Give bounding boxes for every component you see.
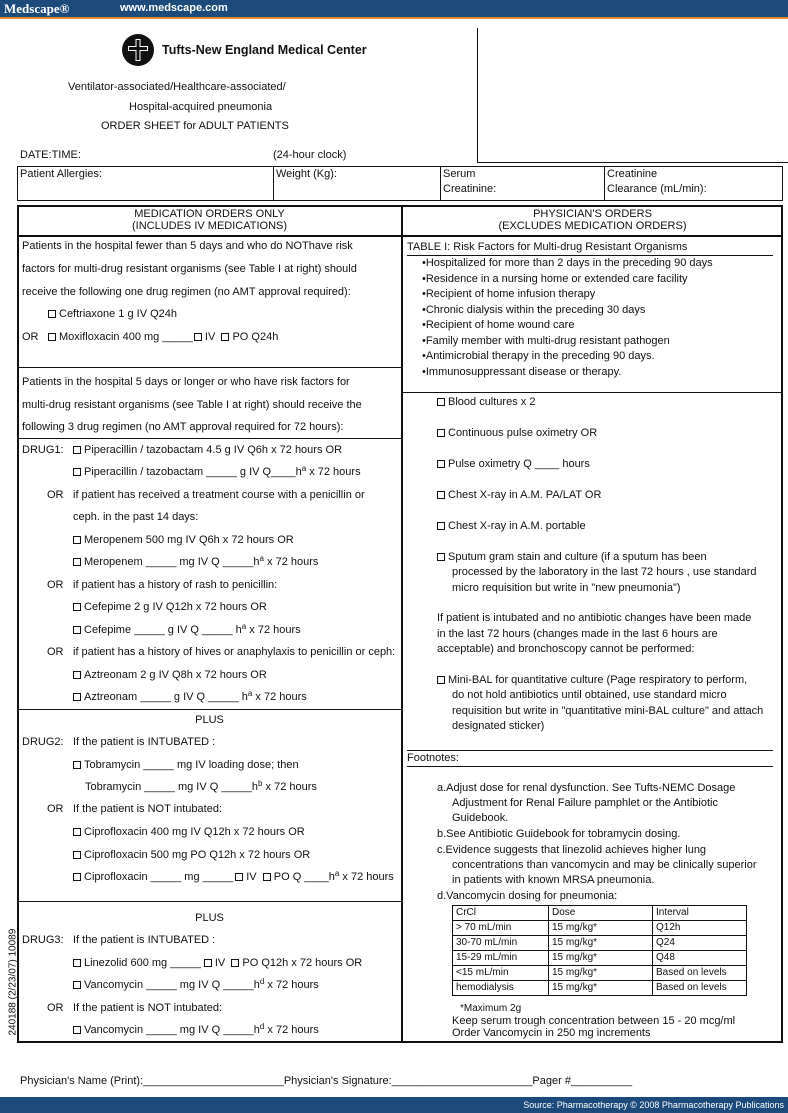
or-label: OR [47,803,64,815]
footnote-b: b.See Antibiotic Guidebook for tobramycin dosing. [437,828,681,840]
table-cell: <15 mL/min [453,966,549,981]
option-label: x 72 hours [262,781,317,793]
table-header-cell: Interval [653,906,747,921]
table-row [453,936,747,951]
tobramycin-option-2[interactable] [85,781,317,793]
ciprofloxacin-option-3[interactable] [73,871,394,883]
ceftriaxone-option[interactable] [48,308,177,320]
po-checkbox[interactable] [221,333,229,341]
option-label: Vancomycin _____ mg IV Q _____h [84,979,260,991]
meropenem-option-2[interactable] [73,556,318,568]
option-label: PO Q24h [232,331,279,343]
physician-order-option[interactable] [437,427,597,439]
iv-checkbox[interactable] [194,333,202,341]
checkbox[interactable] [73,1026,81,1034]
aztreonam-option-1[interactable] [73,669,267,681]
option-label: x 72 hours [246,624,301,636]
footnotes-underline [407,766,773,767]
hives-condition: if patient has a history of hives or anaphylaxis to penicillin or ceph: [73,646,396,658]
medscape-header-bar [0,0,788,17]
option-label: Aztreonam 2 g IV Q8h x 72 hours OR [84,669,267,681]
table-cell: Q48 [653,951,747,966]
vancomycin-option-1[interactable] [73,979,319,991]
physician-header-line-2: (EXCLUDES MEDICATION ORDERS) [498,220,687,232]
option-label: IV [214,957,226,969]
table-row [453,981,747,996]
checkbox[interactable] [73,468,81,476]
section1-text-3: receive the following one drug regimen (no AMT approval required): [22,286,351,298]
table-cell: hemodialysis [453,981,549,996]
section2-text-1: Patients in the hospital 5 days or longer or who have risk factors for [22,376,350,388]
intubated-note-3: acceptable) and bronchoscopy cannot be performed: [437,643,695,655]
option-label: PO Q12h x 72 hours OR [242,957,363,969]
label-box-bottom-border [477,162,788,163]
risk-factor-item: •Recipient of home wound care [422,319,575,331]
footnote-c-2: concentrations than vancomycin and may be clinically superior [452,859,757,871]
physician-header-line-1: PHYSICIAN'S ORDERS [533,208,652,220]
table-cell: 15 mg/kg* [549,921,653,936]
vancomycin-option-2[interactable] [73,1024,319,1036]
checkbox[interactable] [73,873,81,881]
label-box-left-border [477,28,478,163]
checkbox[interactable] [437,398,445,406]
option-label: Cefepime _____ g IV Q _____ h [84,624,242,636]
table-header-row [453,906,747,921]
option-label: Meropenem _____ mg IV Q _____h [84,556,260,568]
drug1-label: DRUG1: [22,444,64,456]
section-divider [402,392,783,393]
option-label: Ciprofloxacin 500 mg PO Q12h x 72 hours OR [84,849,311,861]
checkbox[interactable] [73,693,81,701]
physician-order-option[interactable] [437,396,535,408]
sputum-text-3: micro requisition but write in "new pneumonia") [452,582,681,594]
or-label: OR [47,1002,64,1014]
option-label: x 72 hours [339,871,394,883]
footnote-ref: d [259,977,265,986]
option-label: Tobramycin _____ mg IV loading dose; then [84,759,299,771]
footnote-ref: a [334,869,340,878]
header-accent-line [0,17,788,19]
po-checkbox[interactable] [231,959,239,967]
option-label: Tobramycin _____ mg IV Q _____h [85,781,259,793]
iv-checkbox[interactable] [204,959,212,967]
footnote-c-3: in patients with known MRSA pneumonia. [452,874,655,886]
risk-factor-item: •Immunosuppressant disease or therapy. [422,365,622,378]
option-label: Ceftriaxone 1 g IV Q24h [59,308,178,320]
checkbox[interactable] [48,333,56,341]
plus-label: PLUS [195,714,224,726]
source-footer-bar [0,1097,788,1113]
option-label: Ciprofloxacin _____ mg _____ [84,871,234,883]
column-divider [401,205,403,1043]
clock-label: (24-hour clock) [273,149,347,161]
linezolid-option[interactable] [73,957,362,969]
option-label: Piperacillin / tazobactam _____ g IV Q____h [84,466,302,478]
section1-text-1: Patients in the hospital fewer than 5 days and who do NOThave risk [22,240,353,252]
serum-creatinine-field[interactable]: Creatinine: [443,183,497,195]
ciprofloxacin-option-1[interactable] [73,826,305,838]
table-cell: 30-70 mL/min [453,936,549,951]
info-divider-3 [604,166,605,201]
option-label: x 72 hours [264,979,319,991]
checkbox[interactable] [73,761,81,769]
checkbox[interactable] [437,429,445,437]
checkbox[interactable] [73,558,81,566]
cefepime-option-2[interactable] [73,624,301,636]
footnote-a-1: a.Adjust dose for renal dysfunction. See Tufts-NEMC Dosage [437,782,736,794]
checkbox[interactable] [437,553,445,561]
form-code: 240188 (2/23/07) 10089 [7,928,19,1036]
form-title-line-2: Hospital-acquired pneumonia [129,101,273,113]
option-label: Linezolid 600 mg _____ [84,957,201,969]
piperacillin-option-2[interactable] [73,466,361,478]
risk-factor-item: •Recipient of home infusion therapy [422,288,596,300]
penicillin-condition-1: if patient has received a treatment course with a penicillin or [73,489,365,501]
table-cell: 15 mg/kg* [549,951,653,966]
hospital-logo-icon [121,33,155,67]
checkbox[interactable] [73,603,81,611]
option-label: Cefepime 2 g IV Q12h x 72 hours OR [84,601,267,613]
checkbox[interactable] [73,851,81,859]
or-label: OR [47,646,64,658]
table-cell: Based on levels [653,981,747,996]
checkbox[interactable] [73,626,81,634]
intubated-condition: If the patient is INTUBATED : [73,736,216,748]
po-checkbox[interactable] [263,873,271,881]
risk-factor-item: •Antimicrobial therapy in the preceding 90 days. [422,350,655,362]
info-divider-2 [440,166,441,201]
section-divider [17,709,402,710]
mini-bal-option[interactable] [437,674,747,686]
risk-table-title: TABLE I: Risk Factors for Multi-drug Resistant Organisms [407,241,688,253]
medication-header-line-1: MEDICATION ORDERS ONLY [134,208,285,220]
sputum-text-2: processed by the laboratory in the last 72 hours , use standard [452,566,757,578]
option-label: Pulse oximetry Q ____ hours [448,458,590,470]
table-cell: 15 mg/kg* [549,936,653,951]
intubated-condition: If the patient is INTUBATED : [73,934,216,946]
footnote-a-2: Adjustment for Renal Failure pamphlet or the Antibiotic [452,797,718,809]
ciprofloxacin-option-2[interactable] [73,849,310,861]
risk-factor-item: •Family member with multi-drug resistant pathogen [422,334,670,347]
checkbox[interactable] [437,460,445,468]
table-cell: 15 mg/kg* [549,981,653,996]
physician-orders-header [403,208,782,232]
form-title-line-3: ORDER SHEET for ADULT PATIENTS [101,120,289,132]
option-label: Piperacillin / tazobactam 4.5 g IV Q6h x 72 hours OR [84,444,343,456]
clearance-field[interactable]: Clearance (mL/min): [607,183,707,195]
drug2-label: DRUG2: [22,736,64,748]
penicillin-condition-2: ceph. in the past 14 days: [73,511,199,523]
rash-condition: if patient has a history of rash to penicillin: [73,579,278,591]
risk-factor-item: •Residence in a nursing home or extended care facility [422,272,688,285]
trough-note: Keep serum trough concentration between 15 - 20 mcg/ml [452,1015,736,1027]
table-cell: Based on levels [653,966,747,981]
option-label: x 72 hours [263,556,319,568]
option-label: Blood cultures x 2 [448,396,536,408]
risk-factor-item: •Chronic dialysis within the preceding 30 days [422,303,646,316]
footnote-ref: b [258,779,263,788]
creatinine-label: Creatinine [607,168,658,180]
medication-orders-header [18,208,401,232]
medscape-url-link[interactable]: www.medscape.com [120,2,228,14]
checkbox[interactable] [73,959,81,967]
footnotes-heading: Footnotes: [407,752,459,764]
option-label: PO Q ____h [273,871,335,883]
footnote-ref: a [241,622,247,631]
footnote-ref: a [301,464,307,473]
risk-factor-item: •Hospitalized for more than 2 days in the preceding 90 days [422,257,713,269]
table-cell: Q12h [653,921,747,936]
option-label: x 72 hours [264,1024,319,1036]
physician-order-option[interactable] [437,520,586,532]
intubated-note-1: If patient is intubated and no antibiotic changes have been made [437,612,752,624]
section-divider [17,901,402,902]
option-label: IV [204,331,216,343]
option-label: Chest X-ray in A.M. portable [448,520,586,532]
meropenem-option-1[interactable] [73,534,294,546]
or-label: OR [47,489,64,501]
table-header-cell: CrCl [453,906,549,921]
or-label: OR [22,331,39,343]
option-label: Ciprofloxacin 400 mg IV Q12h x 72 hours OR [84,826,305,838]
not-intubated-condition: If the patient is NOT intubated: [73,1002,222,1014]
checkbox[interactable] [437,522,445,530]
option-label: IV [246,871,257,883]
footnote-ref: a [259,554,264,563]
vancomycin-dosing-table [452,905,747,996]
or-label: OR [47,579,64,591]
cefepime-option-1[interactable] [73,601,267,613]
tobramycin-option-1[interactable] [73,759,299,771]
footnote-c-1: c.Evidence suggests that linezolid achieves higher lung [437,844,707,856]
section1-text-2: factors for multi-drug resistant organisms (see Table I at right) should [22,263,357,275]
option-label: Vancomycin _____ mg IV Q _____h [84,1024,260,1036]
serum-label: Serum [443,168,476,180]
footnote-ref: a [247,689,253,698]
plus-label: PLUS [195,912,224,924]
info-divider-1 [273,166,274,201]
medication-header-line-2: (INCLUDES IV MEDICATIONS) [131,220,288,232]
footnotes-divider [407,750,773,751]
max-dose-note: *Maximum 2g [460,1003,522,1014]
intubated-note-2: in the last 72 hours (changes made in the last 6 hours are [437,628,718,640]
checkbox[interactable] [48,310,56,318]
sputum-option[interactable] [437,551,707,563]
medscape-logo[interactable]: Medscape® [4,1,70,16]
option-label: Chest X-ray in A.M. PA/LAT OR [448,489,602,501]
signature-line[interactable]: Physician's Name (Print):_______________________Physician's Signature:_______________________Pager #__________ [20,1075,633,1087]
moxifloxacin-option[interactable] [48,331,278,343]
table-cell: Q24 [653,936,747,951]
section2-text-3: following 3 drug regimen (no AMT approval required for 72 hours): [22,421,344,433]
source-credit: Source: Pharmacotherapy © 2008 Pharmacotherapy Publications [523,1100,784,1110]
weight-field[interactable]: Weight (Kg): [276,168,337,180]
table-header-cell: Dose [549,906,653,921]
option-label: x 72 hours [306,466,361,478]
datetime-label: DATE:TIME: [20,149,81,161]
checkbox[interactable] [73,981,81,989]
increment-note: Order Vancomycin in 250 mg increments [452,1027,651,1039]
footnote-d: d.Vancomycin dosing for pneumonia: [437,890,618,902]
form-title-line-1: Ventilator-associated/Healthcare-associated/ [68,81,286,93]
option-label: Aztreonam _____ g IV Q _____ h [84,691,248,703]
option-label: Moxifloxacin 400 mg _____ [59,331,193,343]
option-label: Sputum gram stain and culture (if a sputum has been [448,551,707,563]
mini-bal-text-4: designated sticker) [452,720,545,732]
aztreonam-option-2[interactable] [73,691,307,703]
risk-title-underline [407,255,773,256]
footnote-ref: d [259,1022,265,1031]
allergies-field[interactable]: Patient Allergies: [20,168,102,180]
checkbox[interactable] [73,828,81,836]
piperacillin-option-1[interactable] [73,444,342,456]
checkbox[interactable] [437,491,445,499]
physician-order-option[interactable] [437,489,601,501]
option-label: Continuous pulse oximetry OR [448,427,598,439]
checkbox[interactable] [73,536,81,544]
not-intubated-condition: If the patient is NOT intubated: [73,803,222,815]
header-row-divider [17,235,783,237]
option-label: Meropenem 500 mg IV Q6h x 72 hours OR [84,534,294,546]
checkbox[interactable] [73,446,81,454]
mini-bal-text-3: requisition but write in "quantitative mini-BAL culture" and attach [452,705,764,717]
option-label: x 72 hours [252,691,307,703]
table-cell: 15 mg/kg* [549,966,653,981]
iv-checkbox[interactable] [235,873,243,881]
table-row [453,966,747,981]
institution-name: Tufts-New England Medical Center [162,43,367,57]
checkbox[interactable] [437,676,445,684]
table-row [453,951,747,966]
footnote-a-3: Guidebook. [452,812,509,824]
section-divider [17,438,402,439]
checkbox[interactable] [73,671,81,679]
section2-text-2: multi-drug resistant organisms (see Table I at right) should receive the [22,399,362,411]
table-cell: 15-29 mL/min [453,951,549,966]
option-label: Mini-BAL for quantitative culture (Page respiratory to perform, [448,674,748,686]
mini-bal-text-2: do not hold antibiotics until obtained, use standard micro [452,689,727,701]
drug3-label: DRUG3: [22,934,64,946]
table-cell: > 70 mL/min [453,921,549,936]
table-row [453,921,747,936]
physician-order-option[interactable] [437,458,590,470]
section-divider [17,367,402,368]
